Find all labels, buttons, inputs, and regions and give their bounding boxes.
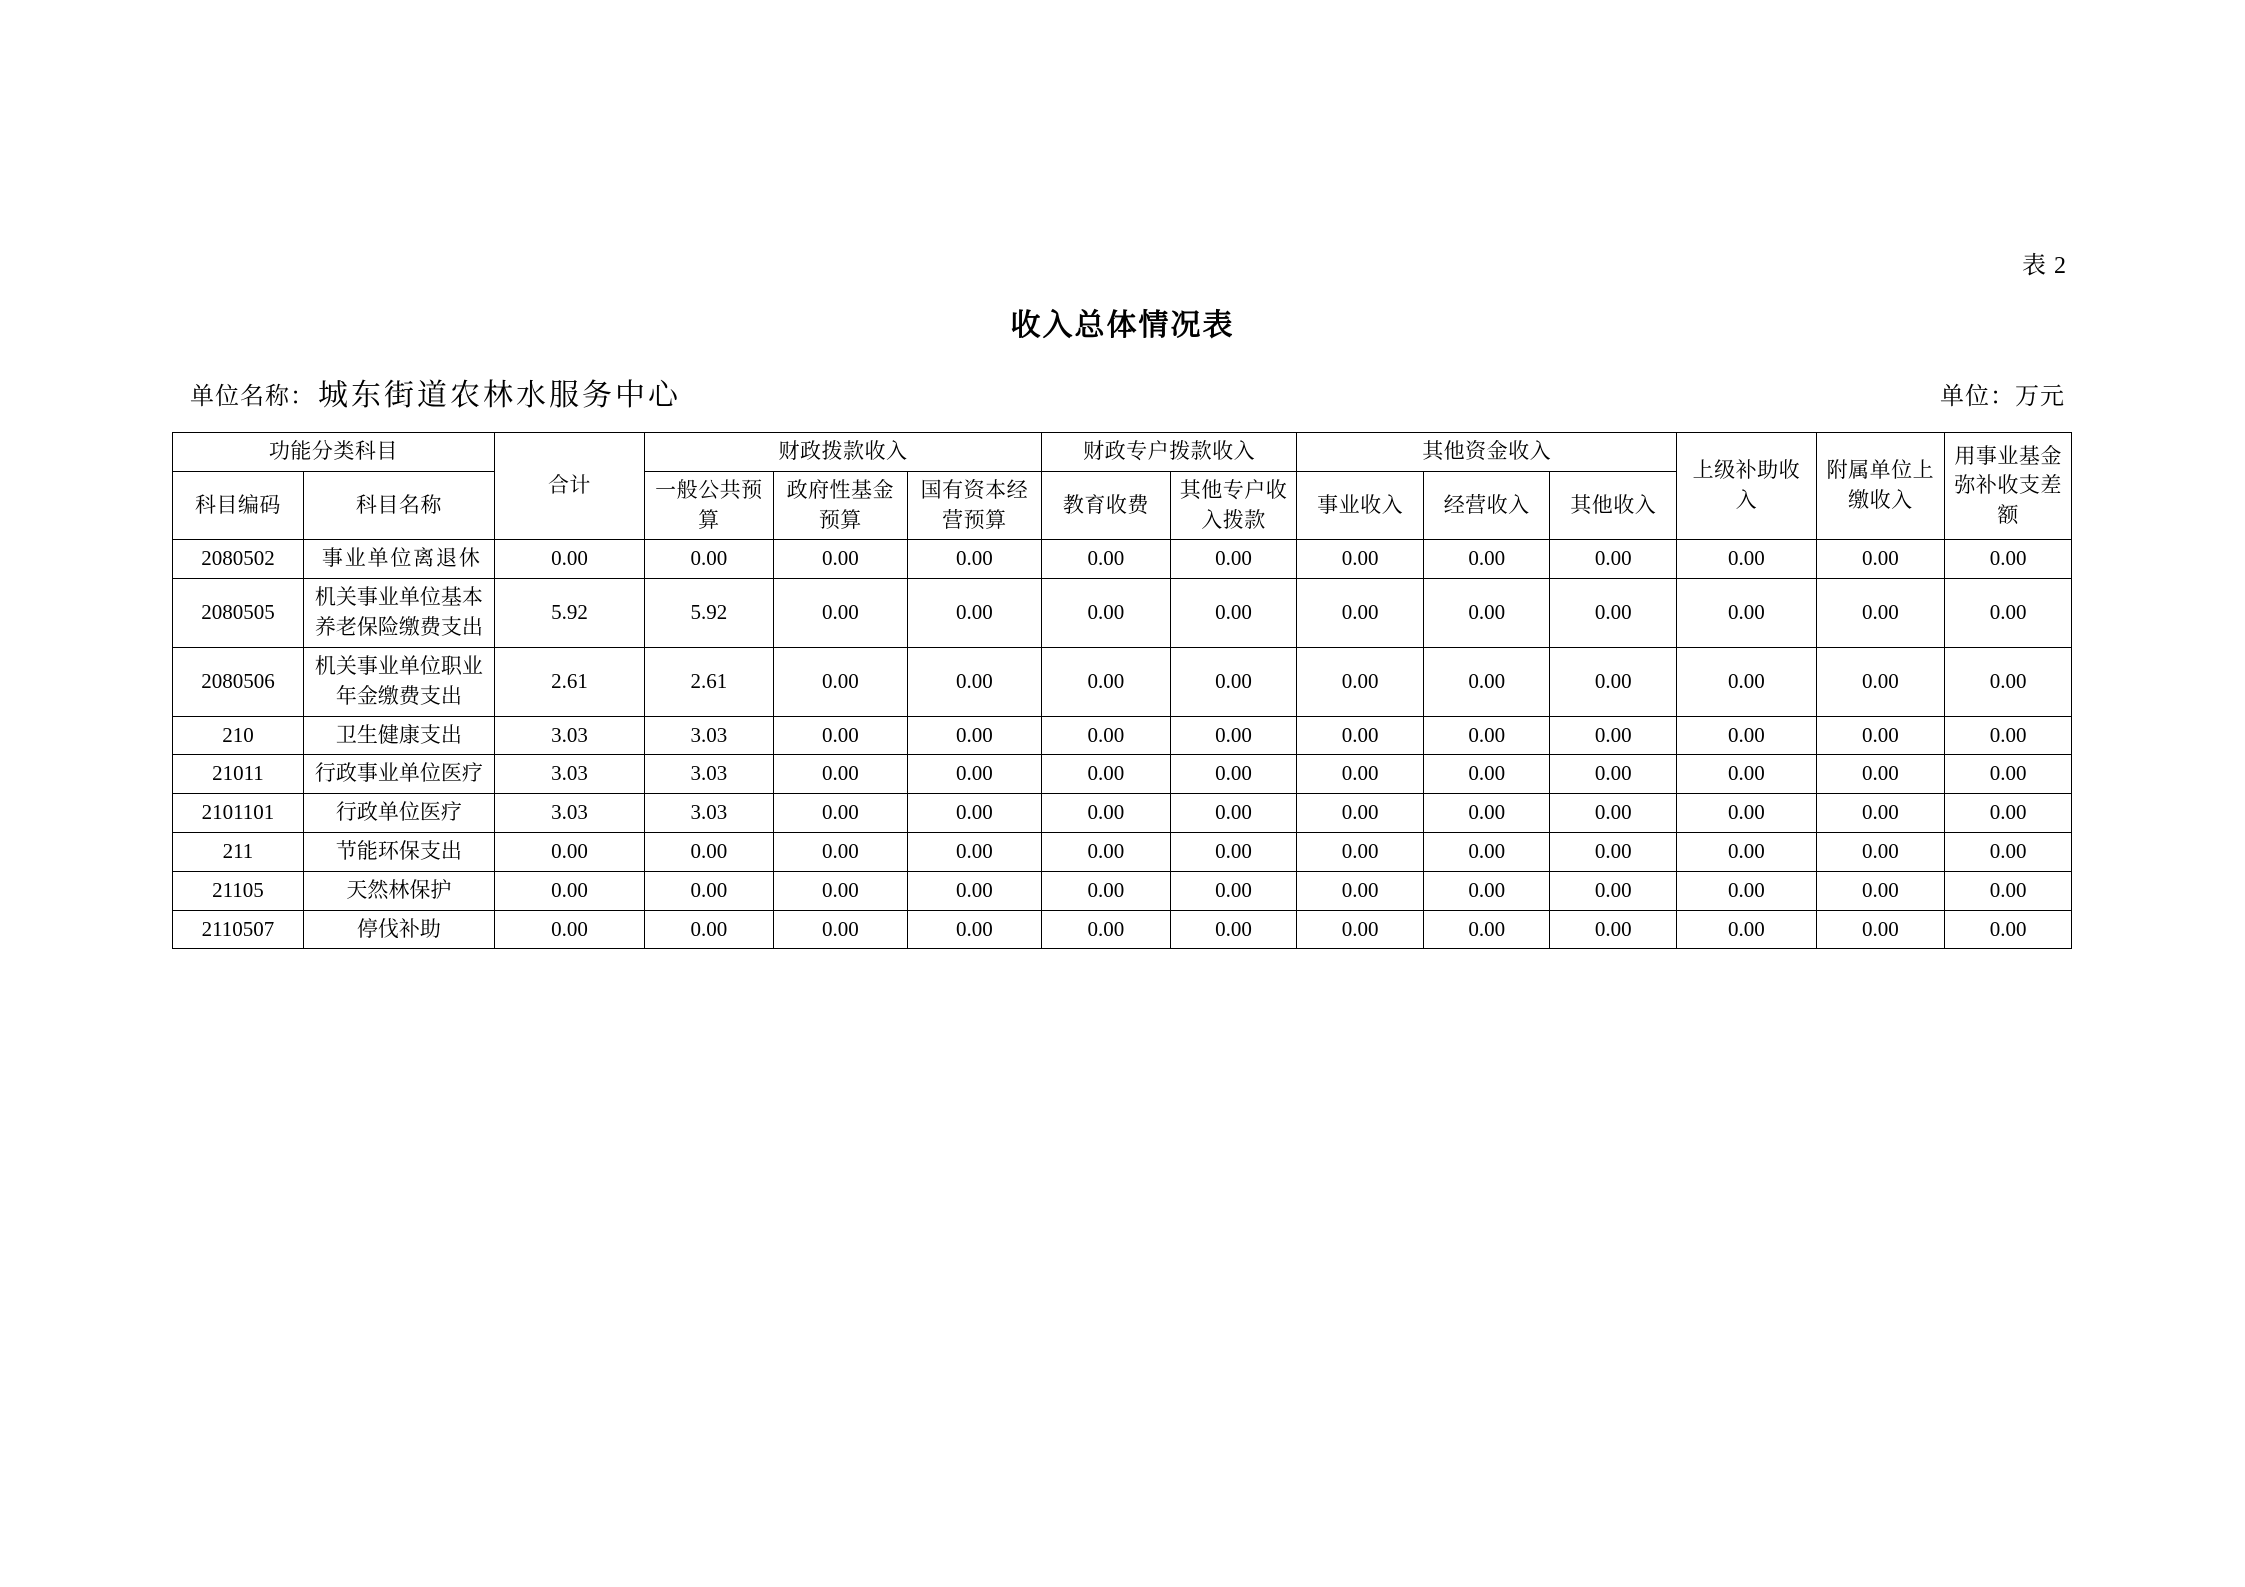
cell-general-public: 0.00	[645, 871, 774, 910]
cell-name: 机关事业单位职业年金缴费支出	[303, 647, 494, 716]
cell-name: 节能环保支出	[303, 832, 494, 871]
cell-business-income: 0.00	[1297, 910, 1424, 949]
cell-fund-balance: 0.00	[1945, 716, 2072, 755]
cell-state-capital: 0.00	[907, 540, 1041, 579]
cell-attached-unit: 0.00	[1816, 910, 1945, 949]
cell-attached-unit: 0.00	[1816, 540, 1945, 579]
cell-name: 卫生健康支出	[303, 716, 494, 755]
cell-total: 0.00	[494, 871, 644, 910]
cell-state-capital: 0.00	[907, 647, 1041, 716]
cell-other-special: 0.00	[1170, 871, 1297, 910]
cell-state-capital: 0.00	[907, 871, 1041, 910]
header-function-class: 功能分类科目	[173, 433, 495, 472]
header-attached-unit: 附属单位上缴收入	[1816, 433, 1945, 540]
cell-attached-unit: 0.00	[1816, 716, 1945, 755]
cell-name: 行政事业单位医疗	[303, 755, 494, 794]
header-education-fee: 教育收费	[1041, 471, 1170, 540]
cell-other-income: 0.00	[1550, 910, 1677, 949]
cell-other-income: 0.00	[1550, 716, 1677, 755]
table-row	[173, 910, 2072, 949]
cell-superior-subsidy: 0.00	[1677, 794, 1816, 833]
cell-total: 0.00	[494, 540, 644, 579]
cell-operating-income: 0.00	[1423, 579, 1550, 648]
header-fiscal-special-account: 财政专户拨款收入	[1041, 433, 1296, 472]
cell-code: 21011	[173, 755, 304, 794]
header-business-income: 事业收入	[1297, 471, 1424, 540]
cell-attached-unit: 0.00	[1816, 832, 1945, 871]
cell-code: 2080505	[173, 579, 304, 648]
cell-name: 机关事业单位基本养老保险缴费支出	[303, 579, 494, 648]
cell-state-capital: 0.00	[907, 579, 1041, 648]
cell-total: 0.00	[494, 910, 644, 949]
cell-superior-subsidy: 0.00	[1677, 832, 1816, 871]
cell-business-income: 0.00	[1297, 579, 1424, 648]
cell-general-public: 0.00	[645, 832, 774, 871]
cell-total: 3.03	[494, 755, 644, 794]
cell-total: 5.92	[494, 579, 644, 648]
cell-fund-balance: 0.00	[1945, 910, 2072, 949]
cell-total: 0.00	[494, 832, 644, 871]
header-fiscal-appropriation: 财政拨款收入	[645, 433, 1042, 472]
cell-total: 2.61	[494, 647, 644, 716]
cell-general-public: 0.00	[645, 540, 774, 579]
cell-education-fee: 0.00	[1041, 579, 1170, 648]
cell-operating-income: 0.00	[1423, 540, 1550, 579]
cell-general-public: 3.03	[645, 794, 774, 833]
cell-business-income: 0.00	[1297, 832, 1424, 871]
table-header-row-1	[173, 433, 2072, 472]
cell-operating-income: 0.00	[1423, 794, 1550, 833]
cell-superior-subsidy: 0.00	[1677, 716, 1816, 755]
cell-education-fee: 0.00	[1041, 647, 1170, 716]
cell-education-fee: 0.00	[1041, 794, 1170, 833]
cell-business-income: 0.00	[1297, 755, 1424, 794]
cell-state-capital: 0.00	[907, 832, 1041, 871]
cell-superior-subsidy: 0.00	[1677, 910, 1816, 949]
cell-code: 210	[173, 716, 304, 755]
header-gov-fund-budget: 政府性基金预算	[773, 471, 907, 540]
cell-name: 停伐补助	[303, 910, 494, 949]
cell-gov-fund: 0.00	[773, 647, 907, 716]
header-operating-income: 经营收入	[1423, 471, 1550, 540]
header-other-income: 其他收入	[1550, 471, 1677, 540]
cell-superior-subsidy: 0.00	[1677, 579, 1816, 648]
cell-gov-fund: 0.00	[773, 794, 907, 833]
cell-code: 2101101	[173, 794, 304, 833]
cell-general-public: 0.00	[645, 910, 774, 949]
cell-name: 行政单位医疗	[303, 794, 494, 833]
cell-other-special: 0.00	[1170, 716, 1297, 755]
unit-label: 单位名称：	[190, 384, 315, 410]
cell-superior-subsidy: 0.00	[1677, 871, 1816, 910]
cell-business-income: 0.00	[1297, 716, 1424, 755]
table-row	[173, 871, 2072, 910]
cell-education-fee: 0.00	[1041, 540, 1170, 579]
cell-code: 2110507	[173, 910, 304, 949]
income-overview-table	[172, 432, 2072, 949]
cell-fund-balance: 0.00	[1945, 540, 2072, 579]
header-subject-name: 科目名称	[303, 471, 494, 540]
cell-state-capital: 0.00	[907, 910, 1041, 949]
cell-superior-subsidy: 0.00	[1677, 755, 1816, 794]
cell-attached-unit: 0.00	[1816, 794, 1945, 833]
cell-fund-balance: 0.00	[1945, 579, 2072, 648]
cell-other-special: 0.00	[1170, 755, 1297, 794]
cell-operating-income: 0.00	[1423, 910, 1550, 949]
cell-name: 天然林保护	[303, 871, 494, 910]
cell-code: 21105	[173, 871, 304, 910]
header-superior-subsidy: 上级补助收入	[1677, 433, 1816, 540]
table-row	[173, 794, 2072, 833]
cell-other-income: 0.00	[1550, 647, 1677, 716]
table-row	[173, 647, 2072, 716]
cell-state-capital: 0.00	[907, 716, 1041, 755]
cell-code: 211	[173, 832, 304, 871]
cell-fund-balance: 0.00	[1945, 755, 2072, 794]
cell-other-special: 0.00	[1170, 832, 1297, 871]
header-other-special-income: 其他专户收入拨款	[1170, 471, 1297, 540]
cell-fund-balance: 0.00	[1945, 832, 2072, 871]
cell-state-capital: 0.00	[907, 794, 1041, 833]
cell-gov-fund: 0.00	[773, 910, 907, 949]
cell-code: 2080502	[173, 540, 304, 579]
cell-other-income: 0.00	[1550, 755, 1677, 794]
cell-education-fee: 0.00	[1041, 871, 1170, 910]
cell-gov-fund: 0.00	[773, 871, 907, 910]
header-fund-balance: 用事业基金弥补收支差额	[1945, 433, 2072, 540]
cell-gov-fund: 0.00	[773, 832, 907, 871]
table-label: 表 2	[2022, 253, 2067, 279]
cell-other-income: 0.00	[1550, 832, 1677, 871]
cell-general-public: 3.03	[645, 755, 774, 794]
cell-fund-balance: 0.00	[1945, 647, 2072, 716]
cell-operating-income: 0.00	[1423, 647, 1550, 716]
cell-business-income: 0.00	[1297, 540, 1424, 579]
meta-row	[190, 372, 2065, 412]
cell-education-fee: 0.00	[1041, 716, 1170, 755]
cell-total: 3.03	[494, 794, 644, 833]
cell-attached-unit: 0.00	[1816, 871, 1945, 910]
cell-other-special: 0.00	[1170, 794, 1297, 833]
header-total: 合计	[494, 433, 644, 540]
table-row	[173, 832, 2072, 871]
unit-name: 城东街道农林水服务中心	[318, 379, 681, 412]
cell-general-public: 5.92	[645, 579, 774, 648]
cell-attached-unit: 0.00	[1816, 755, 1945, 794]
cell-general-public: 2.61	[645, 647, 774, 716]
cell-fund-balance: 0.00	[1945, 871, 2072, 910]
cell-total: 3.03	[494, 716, 644, 755]
cell-gov-fund: 0.00	[773, 540, 907, 579]
cell-operating-income: 0.00	[1423, 716, 1550, 755]
cell-operating-income: 0.00	[1423, 832, 1550, 871]
cell-general-public: 3.03	[645, 716, 774, 755]
cell-other-special: 0.00	[1170, 540, 1297, 579]
header-state-capital-budget: 国有资本经营预算	[907, 471, 1041, 540]
cell-gov-fund: 0.00	[773, 716, 907, 755]
cell-education-fee: 0.00	[1041, 755, 1170, 794]
cell-name: 事业单位离退休	[303, 540, 494, 579]
table-row	[173, 716, 2072, 755]
cell-business-income: 0.00	[1297, 647, 1424, 716]
cell-code: 2080506	[173, 647, 304, 716]
cell-superior-subsidy: 0.00	[1677, 540, 1816, 579]
table-row	[173, 579, 2072, 648]
header-general-public-budget: 一般公共预算	[645, 471, 774, 540]
cell-gov-fund: 0.00	[773, 579, 907, 648]
cell-operating-income: 0.00	[1423, 871, 1550, 910]
cell-attached-unit: 0.00	[1816, 579, 1945, 648]
header-subject-code: 科目编码	[173, 471, 304, 540]
cell-other-special: 0.00	[1170, 910, 1297, 949]
cell-operating-income: 0.00	[1423, 755, 1550, 794]
cell-superior-subsidy: 0.00	[1677, 647, 1816, 716]
cell-other-income: 0.00	[1550, 871, 1677, 910]
cell-business-income: 0.00	[1297, 794, 1424, 833]
table-row	[173, 540, 2072, 579]
cell-other-income: 0.00	[1550, 794, 1677, 833]
table-body	[173, 540, 2072, 949]
header-other-funds: 其他资金收入	[1297, 433, 1677, 472]
cell-gov-fund: 0.00	[773, 755, 907, 794]
cell-attached-unit: 0.00	[1816, 647, 1945, 716]
cell-education-fee: 0.00	[1041, 832, 1170, 871]
cell-other-income: 0.00	[1550, 540, 1677, 579]
amount-unit-label: 单位：万元	[1940, 384, 2065, 410]
cell-other-special: 0.00	[1170, 647, 1297, 716]
page-title: 收入总体情况表	[1010, 309, 1235, 342]
cell-other-special: 0.00	[1170, 579, 1297, 648]
cell-business-income: 0.00	[1297, 871, 1424, 910]
cell-state-capital: 0.00	[907, 755, 1041, 794]
cell-other-income: 0.00	[1550, 579, 1677, 648]
cell-fund-balance: 0.00	[1945, 794, 2072, 833]
cell-education-fee: 0.00	[1041, 910, 1170, 949]
table-row	[173, 755, 2072, 794]
